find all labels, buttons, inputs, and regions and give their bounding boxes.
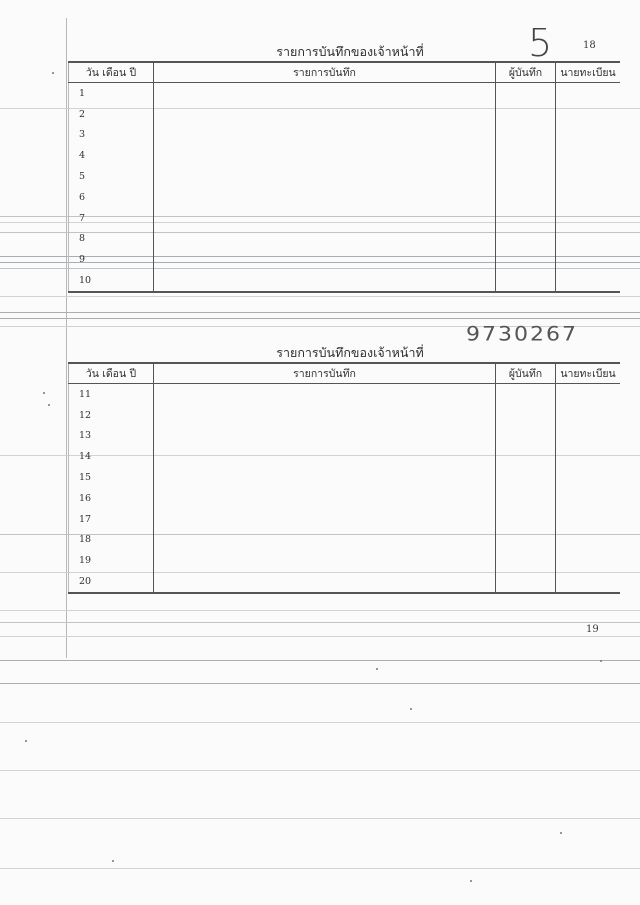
table-row — [69, 125, 621, 146]
table-header-row — [69, 363, 621, 384]
scan-line — [0, 818, 640, 819]
entry-cell — [154, 467, 496, 488]
recorder-cell — [496, 446, 556, 467]
entry-cell — [154, 208, 496, 229]
recorder-cell — [496, 125, 556, 146]
scan-speck — [560, 832, 562, 834]
recorder-cell — [496, 550, 556, 571]
table-row — [69, 550, 621, 571]
recorder-cell — [496, 426, 556, 447]
scan-line — [0, 318, 640, 319]
row-number: 7 — [69, 208, 154, 229]
entry-cell — [154, 145, 496, 166]
recorder-cell — [496, 166, 556, 187]
scan-speck — [410, 708, 412, 710]
table-row — [69, 509, 621, 530]
scan-line — [0, 770, 640, 771]
registrar-cell — [556, 187, 621, 208]
page-number-bottom: 19 — [586, 624, 599, 635]
record-table-1 — [68, 61, 620, 293]
header-date: วัน เดือน ปี — [69, 62, 154, 83]
entry-cell — [154, 530, 496, 551]
header-registrar: นายทะเบียน — [556, 62, 621, 83]
registrar-cell — [556, 229, 621, 250]
table-header-row — [69, 62, 621, 83]
scan-speck — [48, 404, 50, 406]
table-row — [69, 166, 621, 187]
registrar-cell — [556, 166, 621, 187]
recorder-cell — [496, 145, 556, 166]
table-row — [69, 426, 621, 447]
entry-cell — [154, 446, 496, 467]
scan-edge-line — [66, 18, 67, 658]
row-number: 11 — [69, 384, 154, 405]
recorder-cell — [496, 405, 556, 426]
registrar-cell — [556, 249, 621, 270]
header-recorder: ผู้บันทึก — [496, 363, 556, 384]
entry-cell — [154, 571, 496, 593]
table-row — [69, 384, 621, 405]
scan-line — [0, 660, 640, 661]
table-row — [69, 104, 621, 125]
table-row — [69, 405, 621, 426]
scan-speck — [470, 880, 472, 882]
recorder-cell — [496, 530, 556, 551]
row-number: 10 — [69, 270, 154, 292]
row-number: 4 — [69, 145, 154, 166]
row-number: 12 — [69, 405, 154, 426]
scan-line — [0, 622, 640, 623]
recorder-cell — [496, 249, 556, 270]
row-number: 6 — [69, 187, 154, 208]
entry-cell — [154, 229, 496, 250]
scan-speck — [376, 668, 378, 670]
recorder-cell — [496, 229, 556, 250]
row-number: 16 — [69, 488, 154, 509]
header-date: วัน เดือน ปี — [69, 363, 154, 384]
table-row — [69, 467, 621, 488]
registrar-cell — [556, 530, 621, 551]
scan-speck — [600, 660, 602, 662]
registrar-cell — [556, 426, 621, 447]
row-number: 8 — [69, 229, 154, 250]
row-number: 15 — [69, 467, 154, 488]
table-row — [69, 270, 621, 292]
row-number: 1 — [69, 83, 154, 104]
entry-cell — [154, 509, 496, 530]
header-entry: รายการบันทึก — [154, 62, 496, 83]
table-row — [69, 187, 621, 208]
scan-line — [0, 868, 640, 869]
entry-cell — [154, 187, 496, 208]
scan-speck — [43, 392, 45, 394]
row-number: 18 — [69, 530, 154, 551]
table-row — [69, 249, 621, 270]
scan-speck — [25, 740, 27, 742]
registrar-cell — [556, 384, 621, 405]
entry-cell — [154, 405, 496, 426]
recorder-cell — [496, 104, 556, 125]
entry-cell — [154, 270, 496, 292]
registrar-cell — [556, 405, 621, 426]
scan-line — [0, 610, 640, 611]
row-number: 5 — [69, 166, 154, 187]
record-table-2 — [68, 362, 620, 594]
recorder-cell — [496, 571, 556, 593]
entry-cell — [154, 83, 496, 104]
scan-line — [0, 312, 640, 313]
entry-cell — [154, 166, 496, 187]
scan-line — [0, 683, 640, 684]
entry-cell — [154, 550, 496, 571]
registrar-cell — [556, 467, 621, 488]
entry-cell — [154, 125, 496, 146]
table-row — [69, 229, 621, 250]
row-number: 13 — [69, 426, 154, 447]
row-number: 19 — [69, 550, 154, 571]
table-row — [69, 145, 621, 166]
entry-cell — [154, 426, 496, 447]
page-number-top: 18 — [583, 40, 596, 51]
header-recorder: ผู้บันทึก — [496, 62, 556, 83]
registrar-cell — [556, 509, 621, 530]
registrar-cell — [556, 550, 621, 571]
recorder-cell — [496, 270, 556, 292]
row-number: 17 — [69, 509, 154, 530]
scan-line — [0, 722, 640, 723]
registrar-cell — [556, 446, 621, 467]
row-number: 3 — [69, 125, 154, 146]
scan-speck — [112, 860, 114, 862]
header-registrar: นายทะเบียน — [556, 363, 621, 384]
section-title-1: รายการบันทึกของเจ้าหน้าที่ — [276, 44, 424, 59]
scan-speck — [52, 72, 54, 74]
recorder-cell — [496, 83, 556, 104]
stamp-number: 9730267 — [466, 323, 578, 346]
entry-cell — [154, 488, 496, 509]
header-entry: รายการบันทึก — [154, 363, 496, 384]
recorder-cell — [496, 467, 556, 488]
table-row — [69, 571, 621, 593]
registrar-cell — [556, 83, 621, 104]
recorder-cell — [496, 187, 556, 208]
row-number: 2 — [69, 104, 154, 125]
table-row — [69, 208, 621, 229]
recorder-cell — [496, 509, 556, 530]
entry-cell — [154, 384, 496, 405]
registrar-cell — [556, 488, 621, 509]
entry-cell — [154, 104, 496, 125]
row-number: 14 — [69, 446, 154, 467]
handwritten-mark: 5 — [528, 21, 553, 65]
registrar-cell — [556, 125, 621, 146]
table-row — [69, 488, 621, 509]
row-number: 9 — [69, 249, 154, 270]
registrar-cell — [556, 208, 621, 229]
table-row — [69, 530, 621, 551]
registrar-cell — [556, 104, 621, 125]
recorder-cell — [496, 384, 556, 405]
table-row — [69, 446, 621, 467]
registrar-cell — [556, 571, 621, 593]
table-row — [69, 83, 621, 104]
registrar-cell — [556, 270, 621, 292]
section-title-2: รายการบันทึกของเจ้าหน้าที่ — [276, 345, 424, 360]
recorder-cell — [496, 208, 556, 229]
row-number: 20 — [69, 571, 154, 593]
registrar-cell — [556, 145, 621, 166]
entry-cell — [154, 249, 496, 270]
recorder-cell — [496, 488, 556, 509]
scan-line — [0, 636, 640, 637]
scan-line — [0, 296, 640, 297]
